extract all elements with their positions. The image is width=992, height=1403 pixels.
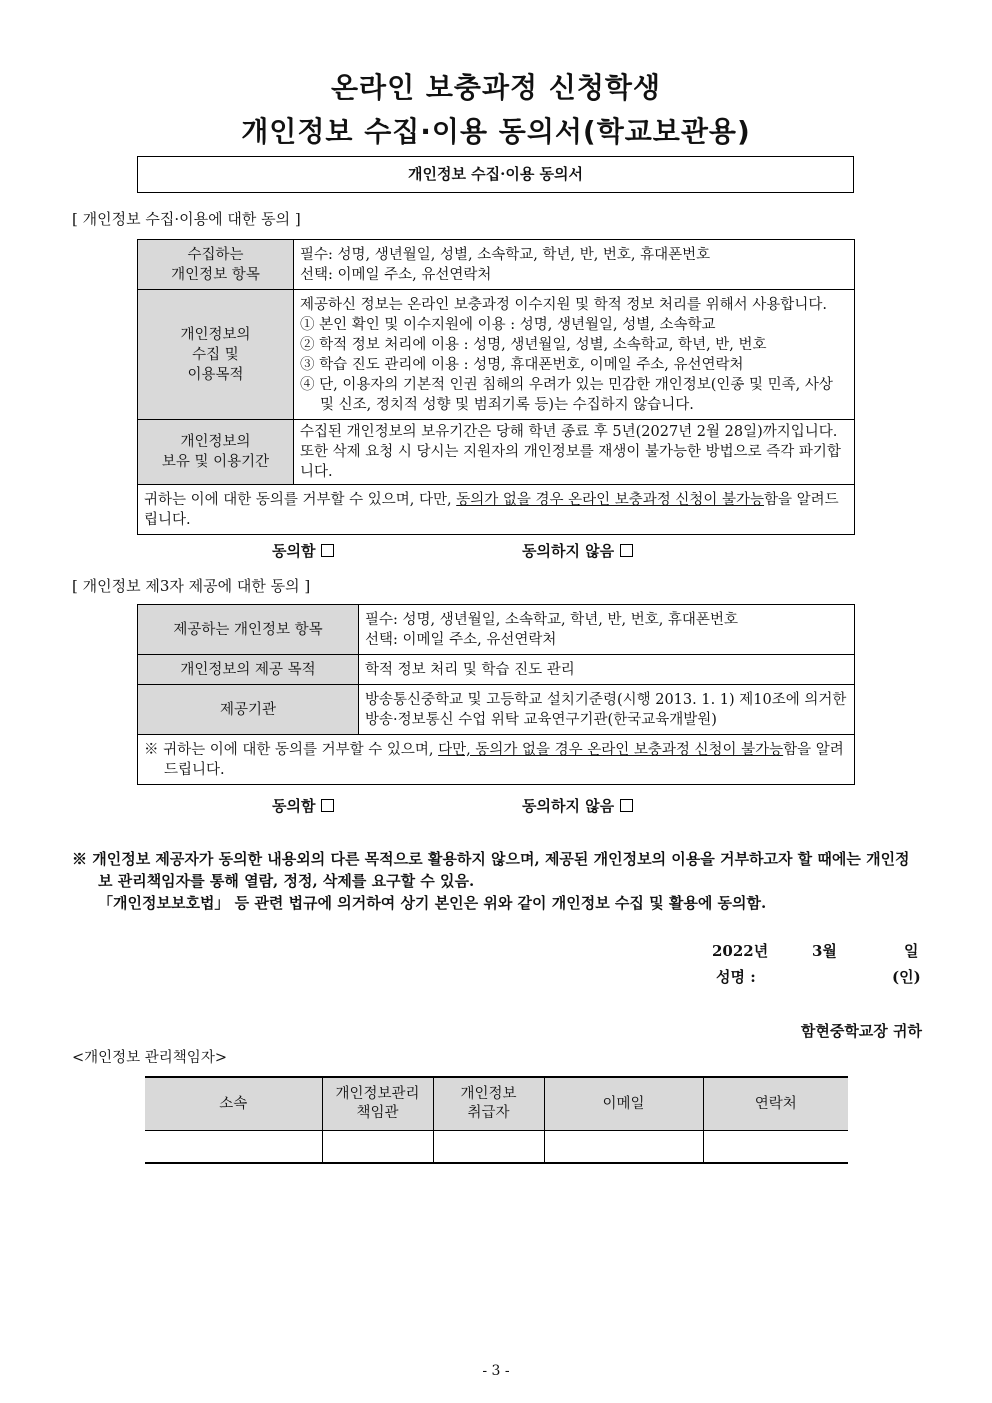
manager-label: <개인정보 관리책임자> [72, 1050, 227, 1066]
s2-agree-option[interactable] [272, 795, 334, 816]
s2-purpose-text: 학적 정보 처리 및 학습 진도 관리 [359, 655, 855, 685]
s2-refuse-pre: 귀하는 이에 대한 동의를 거부할 수 있으며, [163, 741, 439, 758]
s2-items-required: 필수: 성명, 생년월일, 소속학교, 학년, 반, 번호, 휴대폰번호 [365, 611, 738, 628]
s2-agree-label: 동의함 [272, 797, 316, 815]
title-line-1: 온라인 보충과정 신청학생 [330, 71, 662, 104]
manager-cell-officer[interactable] [322, 1131, 433, 1164]
s1-purpose-item-3: ③ 학습 진도 관리에 이용 : 성명, 휴대폰번호, 이메일 주소, 유선연락처 [300, 356, 744, 373]
s2-items-cell [359, 605, 855, 655]
s2-refuse-underline: 다만, 동의가 없을 경우 온라인 보충과정 신청이 불가능 [438, 741, 784, 758]
date-day: 일 [904, 942, 919, 960]
manager-header-dept: 소속 [145, 1077, 322, 1131]
s1-agree-label: 동의함 [272, 542, 316, 560]
notice-line-2: 「개인정보보호법」 등 관련 법규에 의거하여 상기 본인은 위와 같이 개인정보 수집 및 활용에 동의함. [98, 894, 767, 912]
manager-table [145, 1076, 848, 1164]
section1-table [137, 239, 855, 535]
s1-refuse-post: 함을 알려드립니다. [144, 491, 839, 528]
s2-refuse-post: 함을 알려드립니다. [164, 741, 844, 778]
s2-refuse-mark: ※ [144, 741, 159, 758]
s1-agree-checkbox[interactable] [321, 544, 334, 557]
notice-block [72, 848, 924, 914]
manager-header-handler: 개인정보 취급자 [433, 1077, 544, 1131]
s1-purpose-item-4: ④ 단, 이용자의 기본적 인권 침해의 우려가 있는 민감한 개인정보(인종 및 민족, 사상 및 신조, 정치적 성향 및 범죄기록 등)는 수집하지 않습니다. [300, 376, 833, 413]
s2-disagree-label: 동의하지 않음 [522, 797, 615, 815]
section1-label: [ 개인정보 수집·이용에 대한 동의 ] [72, 210, 301, 228]
s1-retention-header: 개인정보의 보유 및 이용기간 [138, 420, 294, 485]
s2-org-header: 제공기관 [138, 685, 359, 735]
s2-disagree-checkbox[interactable] [620, 799, 633, 812]
s2-items-optional: 선택: 이메일 주소, 유선연락처 [365, 631, 557, 648]
s1-refuse-pre: 귀하는 이에 대한 동의를 거부할 수 있으며, 다만, [144, 491, 457, 508]
s1-refuse-notice [138, 485, 855, 535]
s2-refuse-notice [138, 735, 855, 785]
consent-box-title: 개인정보 수집·이용 동의서 [137, 156, 854, 193]
s1-items-header: 수집하는 개인정보 항목 [138, 240, 294, 290]
s1-disagree-checkbox[interactable] [620, 544, 633, 557]
s2-agree-checkbox[interactable] [321, 799, 334, 812]
date-year: 2022년 [712, 942, 769, 960]
section2-label: [ 개인정보 제3자 제공에 대한 동의 ] [72, 577, 311, 595]
manager-cell-contact[interactable] [703, 1131, 848, 1164]
s1-refuse-underline: 동의가 없을 경우 온라인 보충과정 신청이 불가능 [456, 491, 765, 508]
date-month: 3월 [812, 942, 837, 960]
manager-header-officer: 개인정보관리 책임관 [322, 1077, 433, 1131]
manager-header-email: 이메일 [544, 1077, 703, 1131]
section2-table [137, 604, 855, 785]
title-line-2: 개인정보 수집·이용 동의서(학교보관용) [241, 115, 751, 148]
manager-cell-dept[interactable] [145, 1131, 322, 1164]
manager-cell-handler[interactable] [433, 1131, 544, 1164]
s1-purpose-intro: 제공하신 정보는 온라인 보충과정 이수지원 및 학적 정보 처리를 위해서 사용합니다. [300, 296, 827, 313]
s1-purpose-item-2: ② 학적 정보 처리에 이용 : 성명, 생년월일, 성별, 소속학교, 학년, 반, 번호 [300, 336, 767, 353]
s1-disagree-option[interactable] [522, 540, 633, 561]
s1-disagree-label: 동의하지 않음 [522, 542, 615, 560]
s2-org-text: 방송통신중학교 및 고등학교 설치기준령(시행 2013. 1. 1) 제10조에 의거한 방송·정보통신 수업 위탁 교육연구기관(한국교육개발원) [359, 685, 855, 735]
manager-header-contact: 연락처 [703, 1077, 848, 1131]
seal-mark: (인) [892, 968, 921, 986]
manager-cell-email[interactable] [544, 1131, 703, 1164]
s2-disagree-option[interactable] [522, 795, 633, 816]
s2-purpose-header: 개인정보의 제공 목적 [138, 655, 359, 685]
s1-items-optional: 선택: 이메일 주소, 유선연락처 [300, 266, 492, 283]
s1-agree-option[interactable] [272, 540, 334, 561]
s1-purpose-cell [294, 290, 855, 420]
addressee: 함현중학교장 귀하 [800, 1022, 922, 1040]
s1-purpose-header: 개인정보의 수집 및 이용목적 [138, 290, 294, 420]
s1-items-cell [294, 240, 855, 290]
name-label: 성명 : [716, 968, 756, 986]
notice-line-1: ※ 개인정보 제공자가 동의한 내용외의 다른 목적으로 활용하지 않으며, 제공된 개인정보의 이용을 거부하고자 할 때에는 개인정보 관리책임자를 통해 열람, 정정, 삭제를 요구할 수 있음. [72, 850, 910, 890]
s1-purpose-item-1: ① 본인 확인 및 이수지원에 이용 : 성명, 생년월일, 성별, 소속학교 [300, 316, 716, 333]
s1-retention-text: 수집된 개인정보의 보유기간은 당해 학년 종료 후 5년(2027년 2월 28일)까지입니다. 또한 삭제 요청 시 당시는 지원자의 개인정보를 재생이 불가능한 방법으로 즉각 파기합니다. [294, 420, 855, 485]
page-number: - 3 - [482, 1363, 510, 1379]
s1-items-required: 필수: 성명, 생년월일, 성별, 소속학교, 학년, 반, 번호, 휴대폰번호 [300, 246, 711, 263]
s2-items-header: 제공하는 개인정보 항목 [138, 605, 359, 655]
